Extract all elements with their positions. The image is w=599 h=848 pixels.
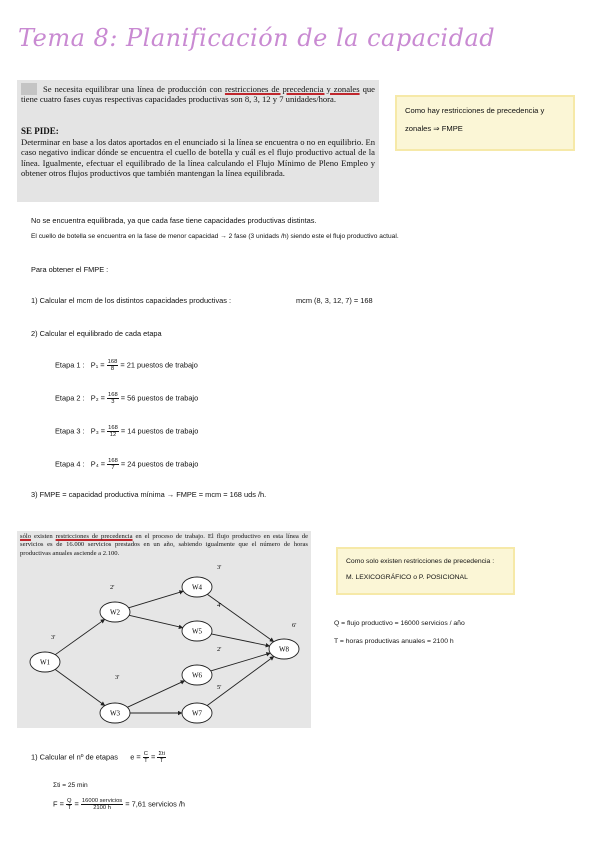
edge-w2-w4 [129,591,184,608]
edge-w2-w5 [129,615,183,627]
problem-2-statement: sólo existen restricciones de precedencia en el proceso de trabajo. El flujo productivo en esta línea de servicios es de 16.000 servicios prestados en un año, sabiendo igualmente que el número de horas productivas anuales asciende a 2.100. [20,533,309,557]
time-label-w4: 3' [217,564,222,571]
time-label-w5: 4' [217,602,222,609]
answer-1-line-1: No se encuentra equilibrada, ya que cada fase tiene capacidades productivas distintas. [31,216,317,225]
stage-4-row: Etapa 4 : P₄ = $\frac{168}{7}$ = 24 puestos de trabajo [55,458,199,471]
mcm-value: mcm (8, 3, 12, 7) = 168 [296,296,373,305]
precedence-graph [17,531,311,728]
problem-1-heading: SE PIDE: [21,126,59,136]
time-label-w1: 3' [51,634,56,641]
node-label-w1: W1 [39,658,51,667]
node-label-w4: W4 [191,583,203,592]
note-1-line-1: Como hay restricciones de precedencia y [405,106,545,115]
node-label-w8: W8 [278,645,290,654]
edge-w5-w8 [211,634,269,646]
t-definition: T = horas productivas anuales = 2100 h [334,638,454,645]
problem-1-body: Determinar en base a los datos aportados en el enunciado si la línea se encuentra o no en equilibrio. En caso negativo indicar dónde se encuentra el cuello de botella y cuál es el flujo productivo actual de la línea. Igualmente, efectuar el equilibrado de la línea calculando el Flujo Mínimo de Pleno Empleo y obtener otros flujos productivos que también mantengan la línea equilibrada. [21,137,375,179]
time-label-w8: 6' [292,622,297,629]
edge-w3-w6 [127,681,184,708]
edge-w1-w3 [55,669,105,705]
edge-w6-w8 [211,653,271,671]
f-formula: F = $\frac{Q}{T}$ = $\frac{\text{16000 servicios}}{2100 h}$ = 7,61 servicios /h [53,798,186,811]
time-label-w3: 3' [115,674,120,681]
sticky-note-1 [395,95,575,151]
time-label-w7: 5' [217,684,222,691]
sticky-note-2 [336,547,515,595]
time-label-w2: 2' [110,584,115,591]
edge-w7-w8 [207,656,274,705]
sum-times: Σti = 25 min [53,782,88,789]
page-title: Tema 8: Planificación de la capacidad [18,24,496,52]
edge-w1-w2 [55,619,105,654]
note-2-line-1: Como solo existen restricciones de precedencia : [346,558,495,565]
precedence-underlined: restricciones de precedencia y zonales [224,84,360,94]
node-label-w3: W3 [109,709,121,718]
step-2-label: 2) Calcular el equilibrado de cada etapa [31,329,162,338]
stage-2-row: Etapa 2 : P₂ = $\frac{168}{3}$ = 56 puestos de trabajo [55,392,199,405]
node-label-w5: W5 [191,627,203,636]
stage-3-row: Etapa 3 : P₃ = $\frac{168}{12}$ = 14 puestos de trabajo [55,425,199,438]
note-1-line-2: zonales ⇒ FMPE [405,124,463,133]
fmpe-heading: Para obtener el FMPE : [31,265,109,274]
stage-1-row: Etapa 1 : P₁ = $\frac{168}{8}$ = 21 puestos de trabajo [55,359,198,372]
node-label-w2: W2 [109,608,121,617]
time-label-w6: 2' [217,646,222,653]
problem-2-box [17,531,311,728]
answer-2-step-1: 1) Calcular el nº de etapas e = $\frac{C}{T}$ = $\frac{\text{Σti}}{T}$ [31,751,165,764]
q-definition: Q = flujo productivo = 16000 servicios / año [334,620,465,627]
problem-1-box [17,80,379,202]
answer-1-line-2: El cuello de botella se encuentra en la fase de menor capacidad → 2 fase (3 unidads /h) siendo este el flujo productivo actual. [31,233,399,240]
node-label-w6: W6 [191,671,203,680]
step-1-label: 1) Calcular el mcm de los distintos capacidades productivas : [31,296,232,305]
node-label-w7: W7 [191,709,203,718]
problem-1-statement: Se necesita equilibrar una línea de producción con restricciones de precedencia y zonales que tiene cuatro fases cuyas respectivas capacidades productivas son 8, 3, 12 y 7 unidades/hora. [21,84,375,105]
step-3-fmpe: 3) FMPE = capacidad productiva mínima → FMPE = mcm = 168 uds /h. [31,490,267,499]
title-underline-decoration [0,0,599,80]
note-2-line-2: M. LEXICOGRÁFICO o P. POSICIONAL [346,574,468,581]
